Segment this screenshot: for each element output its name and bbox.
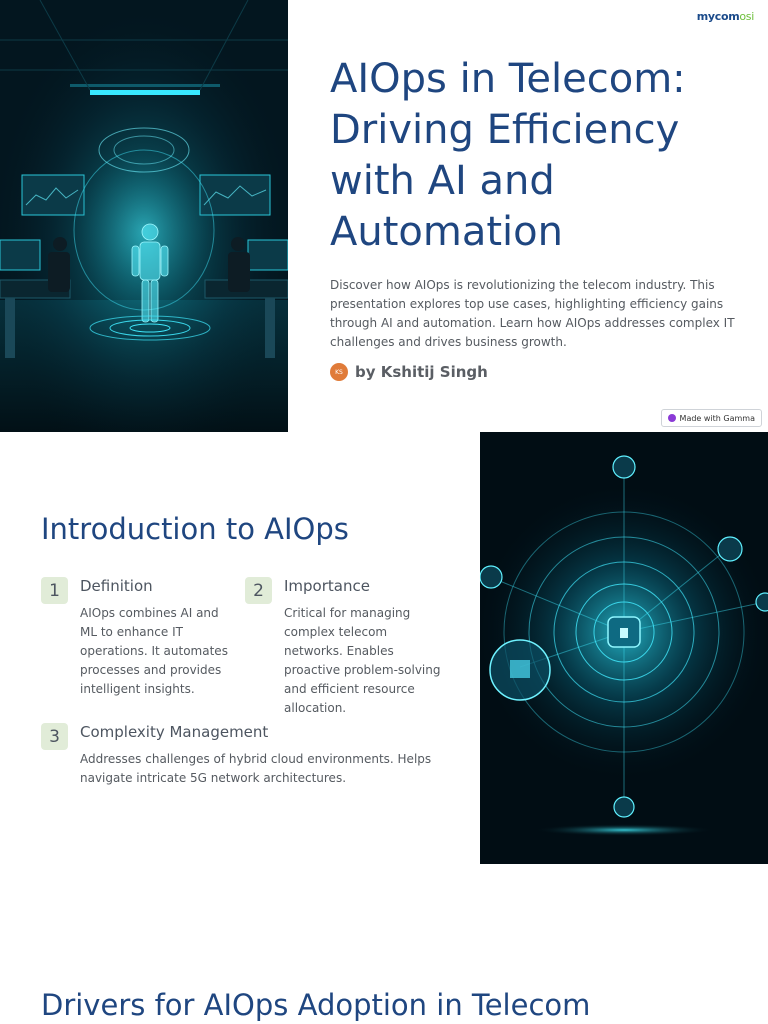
page-title: AIOps in Telecom: Driving Efficiency with AI and Automation <box>330 56 686 255</box>
gamma-icon <box>668 414 676 422</box>
item-number: 3 <box>41 723 68 750</box>
item-title: Complexity Management <box>80 723 269 741</box>
section-title: Introduction to AIOps <box>41 512 349 546</box>
item-number: 2 <box>245 577 272 604</box>
slide-description: Discover how AIOps is revolutionizing the telecom industry. This presentation explores top use cases, highlighting efficiency gains through AI and automation. Learn how AIOps addresses complex IT challenges and drives business growth. <box>330 278 735 349</box>
title-slide <box>0 0 768 432</box>
brand-logo: mycomosi <box>696 10 754 23</box>
item-number: 1 <box>41 577 68 604</box>
item-body: AIOps combines AI and ML to enhance IT operations. It automates processes and provides intelligent insights. <box>80 606 228 696</box>
author-name: by Kshitij Singh <box>355 363 488 381</box>
gamma-label: Made with Gamma <box>679 413 755 423</box>
hero-image-hologram-control-room <box>0 0 288 432</box>
author <box>330 363 488 381</box>
introduction-slide <box>0 432 768 864</box>
section-title: Drivers for AIOps Adoption in Telecom <box>41 988 591 1022</box>
item-body: Addresses challenges of hybrid cloud environments. Helps navigate intricate 5G network architectures. <box>80 752 432 785</box>
item-body: Critical for managing complex telecom networks. Enables proactive problem-solving and efficient resource allocation. <box>284 606 441 715</box>
item-title: Importance <box>284 577 370 595</box>
network-orb-image <box>480 432 768 864</box>
item-title: Definition <box>80 577 153 595</box>
made-with-gamma-button[interactable] <box>661 409 762 427</box>
drivers-slide <box>0 864 768 1024</box>
avatar: KS <box>330 363 348 381</box>
